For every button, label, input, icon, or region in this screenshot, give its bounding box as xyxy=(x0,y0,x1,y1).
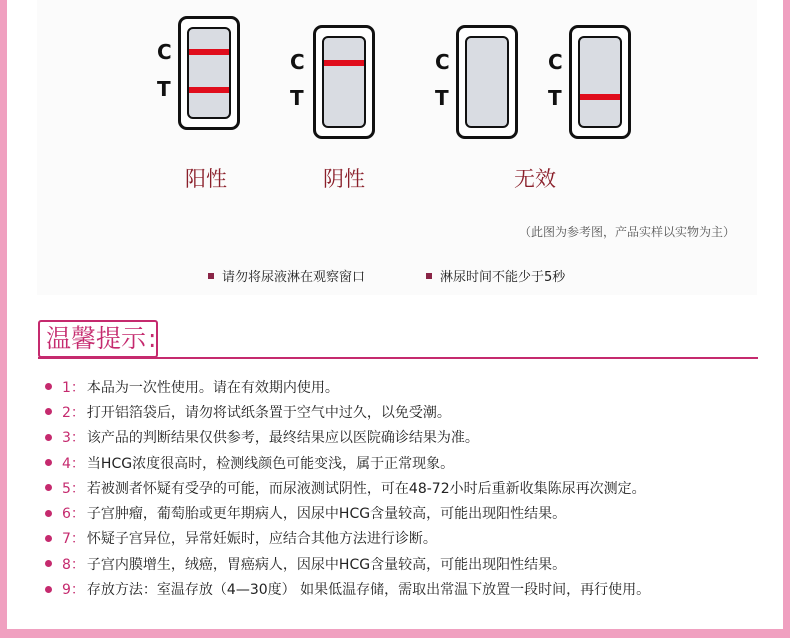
test-card-invalid-1 xyxy=(456,25,518,139)
tip-text: 若被测者怀疑有受孕的可能，而尿液测试阴性，可在48-72小时后重新收集陈尿再次测定。 xyxy=(86,480,646,497)
bullet-dot-icon xyxy=(45,560,52,567)
test-window-negative xyxy=(322,36,366,128)
tip-text: 怀疑子宫异位，异常妊娠时，应结合其他方法进行诊断。 xyxy=(86,531,437,548)
result-label-positive: 阳性 xyxy=(185,167,227,191)
tip-number: 5： xyxy=(62,480,85,497)
square-bullet-icon xyxy=(208,273,214,279)
tips-divider xyxy=(38,357,758,359)
bullet-dot-icon xyxy=(45,434,52,441)
c-label-invalid-2: C xyxy=(548,50,563,74)
tip-item xyxy=(45,374,650,399)
t-label-invalid-2: T xyxy=(548,86,562,110)
test-window-invalid-1 xyxy=(465,36,509,128)
bullet-dot-icon xyxy=(45,510,52,517)
tip-number: 6： xyxy=(62,506,85,523)
bullet-dot-icon xyxy=(45,484,52,491)
instruction-1 xyxy=(208,266,365,285)
tip-number: 4： xyxy=(62,455,85,472)
tip-number: 3： xyxy=(62,430,85,447)
c-label-positive: C xyxy=(157,40,172,64)
bullet-dot-icon xyxy=(45,459,52,466)
tip-text: 打开铝箔袋后，请勿将试纸条置于空气中过久，以免受潮。 xyxy=(86,404,451,421)
tip-number: 1： xyxy=(62,379,85,396)
test-card-invalid-2 xyxy=(569,25,631,139)
test-band xyxy=(189,87,229,93)
page-frame-left xyxy=(0,0,7,638)
test-window-invalid-2 xyxy=(578,36,622,128)
control-band xyxy=(189,49,229,55)
test-band xyxy=(580,94,620,100)
bullet-dot-icon xyxy=(45,408,52,415)
tip-item xyxy=(45,475,650,500)
c-label-invalid-1: C xyxy=(435,50,450,74)
tip-item xyxy=(45,551,650,576)
tip-item xyxy=(45,526,650,551)
t-label-negative: T xyxy=(290,86,304,110)
tips-title: 温馨提示 xyxy=(46,324,147,353)
instruction-text: 请勿将尿液淋在观察窗口 xyxy=(222,270,366,285)
tip-number: 8： xyxy=(62,556,85,573)
control-band xyxy=(324,60,364,66)
square-bullet-icon xyxy=(426,273,432,279)
tip-item xyxy=(45,500,650,525)
tip-text: 该产品的判断结果仅供参考，最终结果应以医院确诊结果为准。 xyxy=(86,430,479,447)
tip-item xyxy=(45,399,650,424)
test-card-positive xyxy=(178,16,240,130)
tip-number: 2： xyxy=(62,404,85,421)
test-card-negative xyxy=(313,25,375,139)
tip-text: 子宫肿瘤，葡萄胎或更年期病人，因尿中HCG含量较高，可能出现阳性结果。 xyxy=(86,506,567,523)
result-label-invalid: 无效 xyxy=(514,167,556,191)
tip-number: 9： xyxy=(62,582,85,599)
tips-heading xyxy=(38,320,158,358)
content-sheet xyxy=(7,0,783,629)
tips-colon: : xyxy=(148,324,157,353)
page-frame-right xyxy=(783,0,790,638)
tip-text: 子宫内膜增生，绒癌，胃癌病人，因尿中HCG含量较高，可能出现阳性结果。 xyxy=(86,556,567,573)
reference-note: （此图为参考图，产品实样以实物为主） xyxy=(518,225,735,239)
bullet-dot-icon xyxy=(45,383,52,390)
page-frame-bottom xyxy=(0,629,790,638)
test-window-positive xyxy=(187,27,231,119)
t-label-invalid-1: T xyxy=(435,86,449,110)
tip-item xyxy=(45,425,650,450)
tip-text: 存放方法：室温存放（4—30度） 如果低温存储，需取出常温下放置一段时间，再行使用。 xyxy=(86,582,651,599)
tip-number: 7： xyxy=(62,531,85,548)
tips-list xyxy=(45,374,650,602)
tip-text: 当HCG浓度很高时，检测线颜色可能变浅，属于正常现象。 xyxy=(86,455,455,472)
instruction-text: 淋尿时间不能少于5秒 xyxy=(440,270,566,285)
c-label-negative: C xyxy=(290,50,305,74)
t-label-positive: T xyxy=(157,77,171,101)
bullet-dot-icon xyxy=(45,535,52,542)
instruction-2 xyxy=(426,266,565,285)
result-label-negative: 阴性 xyxy=(323,167,365,191)
tip-text: 本品为一次性使用。请在有效期内使用。 xyxy=(86,379,339,396)
result-illustration xyxy=(37,0,757,295)
tip-item xyxy=(45,450,650,475)
bullet-dot-icon xyxy=(45,586,52,593)
tip-item xyxy=(45,576,650,601)
